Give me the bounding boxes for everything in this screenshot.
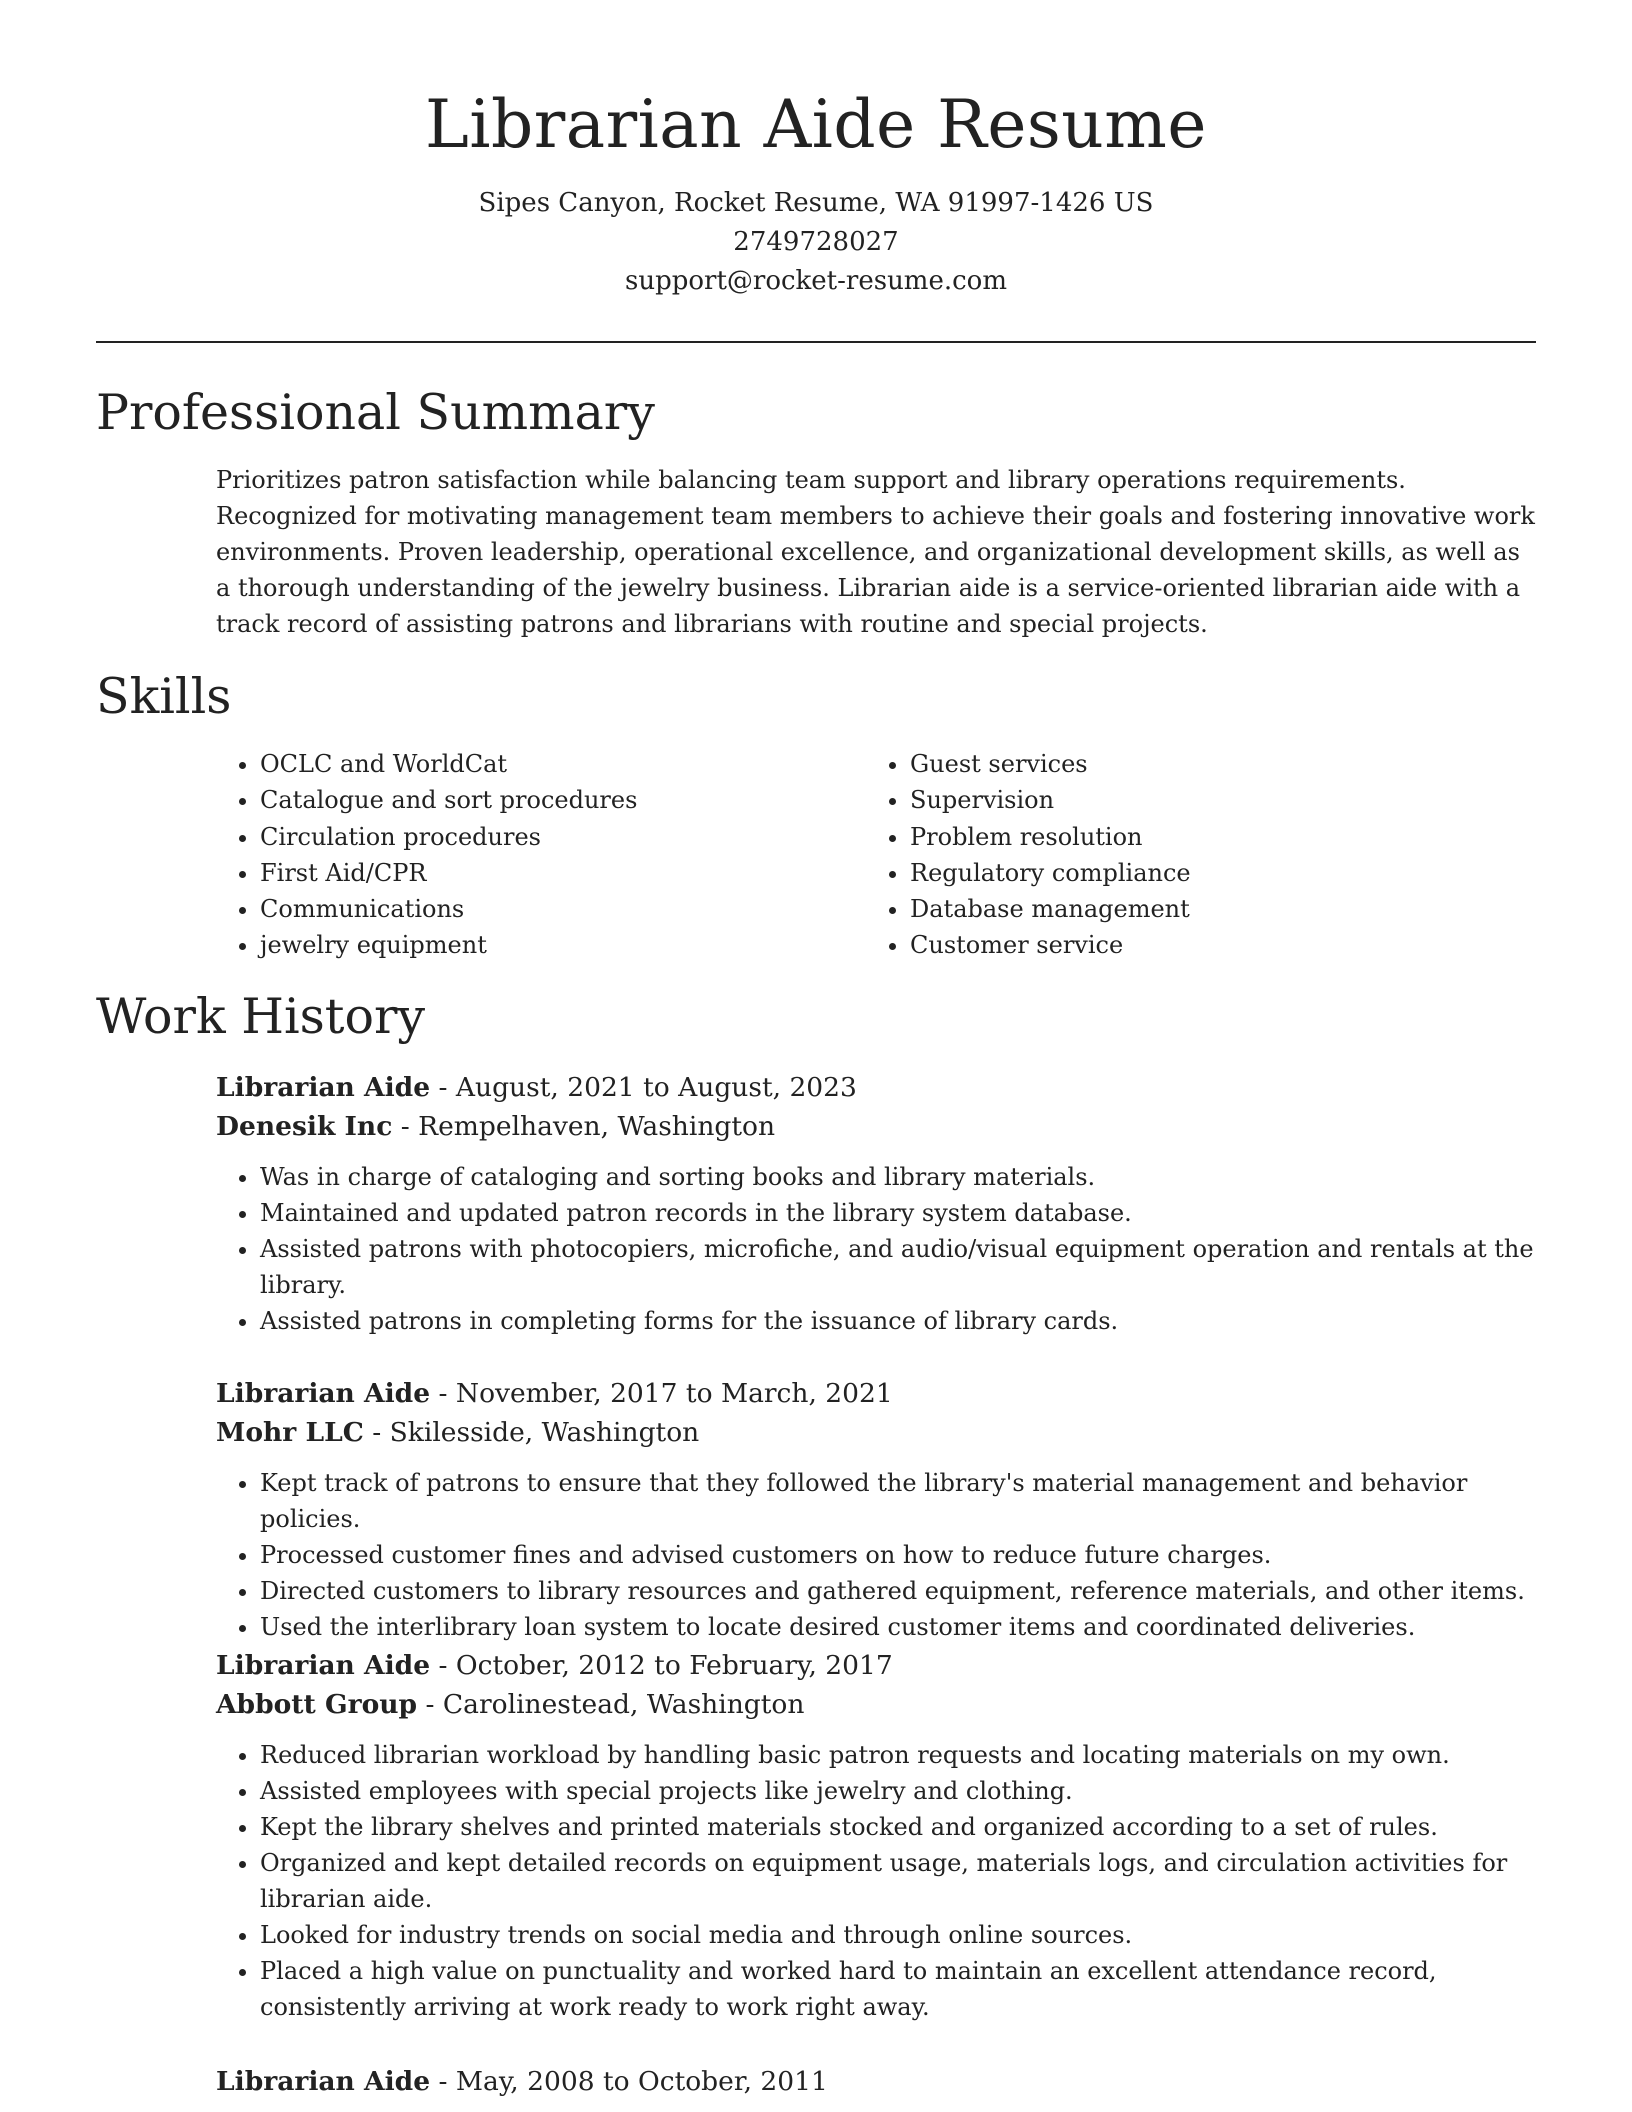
job-bullet: • Maintained and updated patron records in the library system database.: [260, 1195, 1536, 1231]
skill-item: • Supervision: [910, 782, 1191, 818]
resume-header: [96, 80, 1536, 301]
job-separator: -: [363, 1417, 390, 1448]
skills-list-right: [866, 746, 1191, 964]
skills-heading: Skills: [96, 668, 232, 725]
job-title-line: [216, 1374, 1536, 1413]
job-bullet: • Was in charge of cataloging and sorting books and library materials.: [260, 1159, 1536, 1195]
job-entry: [216, 1646, 1536, 2025]
job-bullet: • Directed customers to library resources and gathered equipment, reference materials, and other items.: [260, 1573, 1536, 1609]
skill-item: • Circulation procedures: [260, 819, 637, 855]
contact-block: [96, 184, 1536, 301]
contact-phone: 2749728027: [733, 227, 899, 257]
job-entry: [216, 2062, 1536, 2101]
job-bullets: [216, 1465, 1536, 1645]
skill-item: • Problem resolution: [910, 819, 1191, 855]
job-separator: -: [430, 1378, 456, 1409]
job-bullet: • Kept track of patrons to ensure that they followed the library's material management and behavior policies.: [260, 1465, 1536, 1537]
job-dates: May, 2008 to October, 2011: [455, 2066, 828, 2097]
job-bullet: • Used the interlibrary loan system to locate desired customer items and coordinated deliveries.: [260, 1609, 1536, 1645]
skill-item: • Guest services: [910, 746, 1191, 782]
job-bullet: • Assisted employees with special projects like jewelry and clothing.: [260, 1773, 1536, 1809]
job-company-line: [216, 1107, 1536, 1146]
skill-item: • Regulatory compliance: [910, 855, 1191, 891]
job-company: Mohr LLC: [216, 1417, 364, 1448]
job-separator: -: [430, 1072, 456, 1103]
job-company: Denesik Inc: [216, 1111, 393, 1142]
skills-list-left: [216, 746, 637, 964]
job-dates: October, 2012 to February, 2017: [455, 1650, 893, 1681]
job-bullet: • Organized and kept detailed records on equipment usage, materials logs, and circulation activities for librarian aide.: [260, 1845, 1536, 1917]
work-history-heading: Work History: [96, 988, 426, 1045]
job-title: Librarian Aide: [216, 1378, 431, 1409]
job-dates: November, 2017 to March, 2021: [455, 1378, 893, 1409]
job-title: Librarian Aide: [216, 2066, 431, 2097]
job-bullet: • Looked for industry trends on social media and through online sources.: [260, 1917, 1536, 1953]
job-dates: August, 2021 to August, 2023: [455, 1072, 857, 1103]
job-title-line: [216, 2062, 1536, 2101]
job-company: Abbott Group: [216, 1689, 418, 1720]
job-title: Librarian Aide: [216, 1072, 431, 1103]
job-company-line: [216, 1685, 1536, 1724]
skill-item: • Customer service: [910, 927, 1191, 963]
job-bullet: • Processed customer fines and advised customers on how to reduce future charges.: [260, 1537, 1536, 1573]
job-bullet: • Assisted patrons with photocopiers, microfiche, and audio/visual equipment operation and rentals at the library.: [260, 1231, 1536, 1303]
job-company-line: [216, 1413, 1536, 1452]
job-entry: [216, 1374, 1536, 1645]
skill-item: • Catalogue and sort procedures: [260, 782, 637, 818]
skill-item: • Communications: [260, 891, 637, 927]
skill-item: • Database management: [910, 891, 1191, 927]
job-bullet: • Reduced librarian workload by handling basic patron requests and locating materials on my own.: [260, 1737, 1536, 1773]
resume-title: Librarian Aide Resume: [425, 86, 1207, 163]
job-separator: -: [430, 2066, 456, 2097]
header-divider: [96, 341, 1536, 343]
job-separator: -: [392, 1111, 419, 1142]
job-separator: -: [417, 1689, 443, 1720]
skill-item: • OCLC and WorldCat: [260, 746, 637, 782]
job-entry: [216, 1068, 1536, 1339]
job-bullet: • Kept the library shelves and printed materials stocked and organized according to a set of rules.: [260, 1809, 1536, 1845]
job-bullets: [216, 1737, 1536, 2025]
job-bullet: • Assisted patrons in completing forms for the issuance of library cards.: [260, 1303, 1536, 1339]
skill-item: • jewelry equipment: [260, 927, 637, 963]
job-separator: -: [430, 1650, 456, 1681]
contact-email: support@rocket-resume.com: [624, 266, 1007, 296]
job-title: Librarian Aide: [216, 1650, 431, 1681]
skill-item: • First Aid/CPR: [260, 855, 637, 891]
job-title-line: [216, 1646, 1536, 1685]
job-location: Carolinestead, Washington: [442, 1689, 805, 1720]
job-bullets: [216, 1159, 1536, 1339]
job-location: Skilesside, Washington: [389, 1417, 700, 1448]
job-title-line: [216, 1068, 1536, 1107]
summary-text: Prioritizes patron satisfaction while balancing team support and library operations requirements. Recognized for motivating management team members to achieve their goals and fostering innovative work environments. Proven leadership, operational excellence, and organizational development skills, as well as a thorough understanding of the jewelry business. Librarian aide is a service-oriented librarian aide with a track record of assisting patrons and librarians with routine and special projects.: [216, 466, 1535, 638]
job-location: Rempelhaven, Washington: [418, 1111, 776, 1142]
contact-address: Sipes Canyon, Rocket Resume, WA 91997-1426 US: [478, 188, 1154, 218]
job-bullet: • Placed a high value on punctuality and worked hard to maintain an excellent attendance record, consistently arriving at work ready to work right away.: [260, 1953, 1536, 2025]
summary-heading: Professional Summary: [96, 384, 655, 441]
